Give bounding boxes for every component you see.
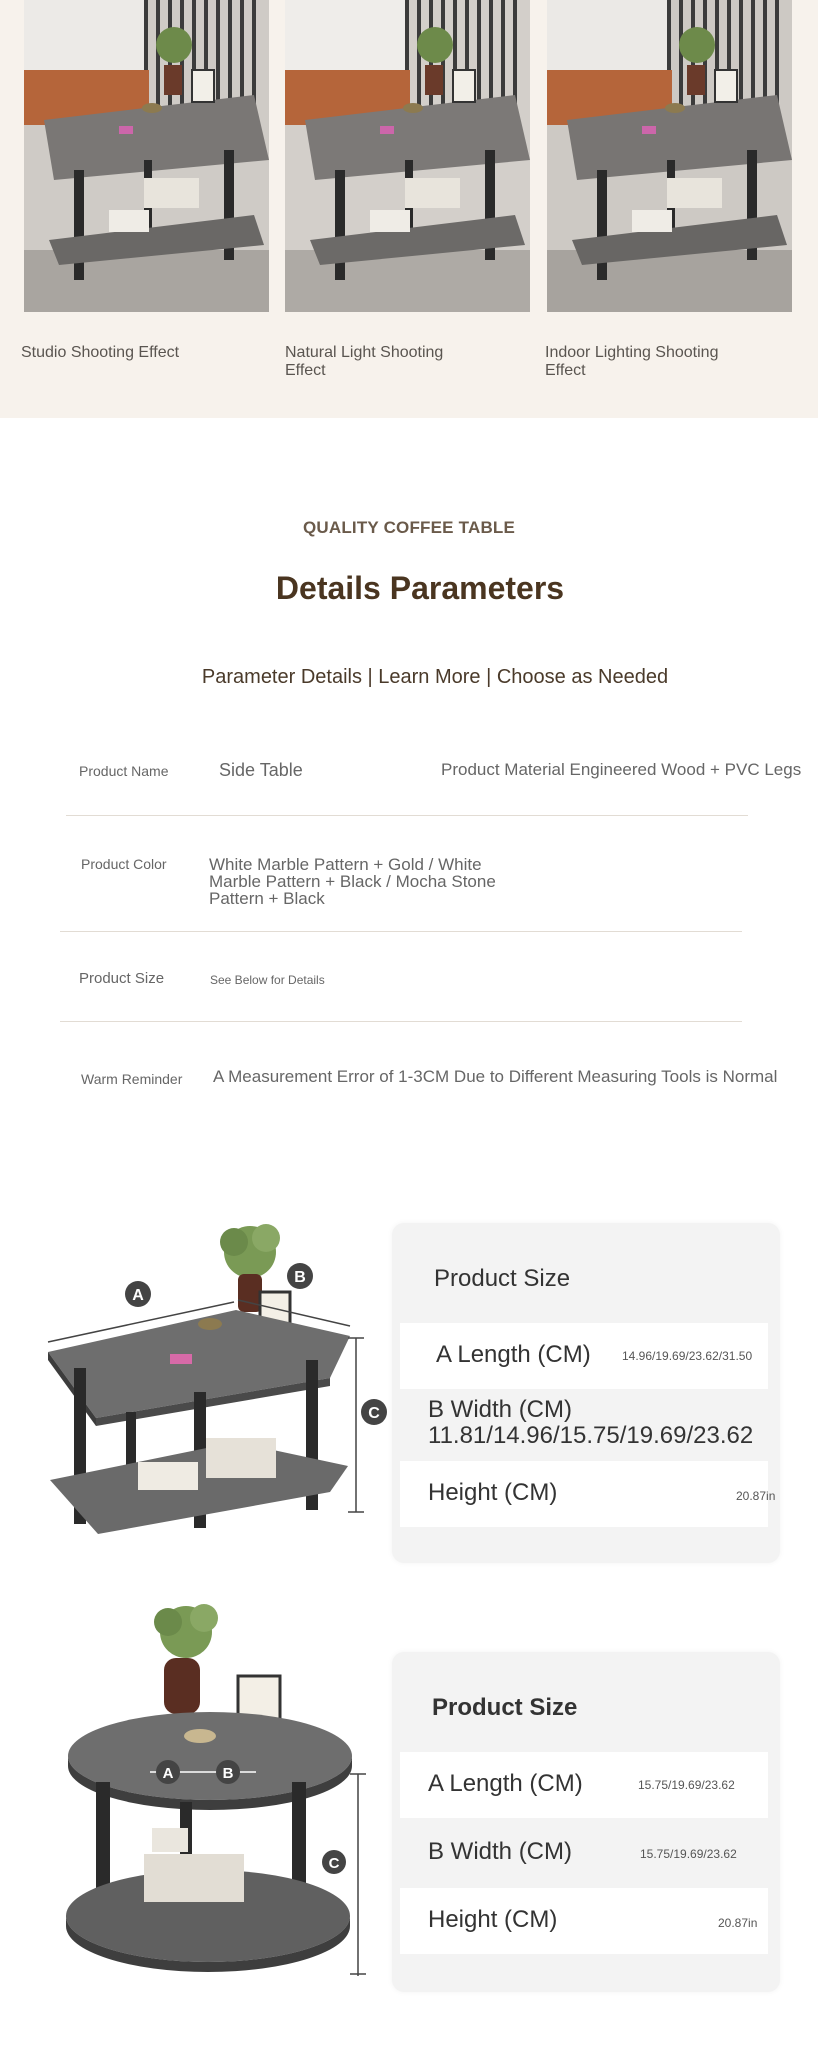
size-label: Height (CM) — [428, 1906, 558, 1933]
marker-a: A — [162, 1765, 174, 1782]
size-label: A Length (CM) — [436, 1341, 591, 1368]
param-label-reminder: Warm Reminder — [81, 1071, 183, 1087]
size-value-width: 15.75/19.69/23.62 — [640, 1847, 737, 1861]
caption-indoor-lighting: Indoor Lighting Shooting Effect — [545, 344, 719, 379]
size-row-height — [400, 1888, 768, 1954]
param-label-color: Product Color — [81, 856, 167, 872]
color-line: Pattern + Black — [209, 889, 325, 908]
param-value-name: Side Table — [219, 760, 303, 780]
size-value-width: 11.81/14.96/15.75/19.69/23.62 — [428, 1422, 754, 1449]
marker-b: B — [222, 1765, 234, 1782]
marker-c: C — [328, 1855, 340, 1872]
rect-size-panel — [392, 1223, 780, 1563]
param-label-name: Product Name — [79, 763, 169, 779]
page-title: Details Parameters — [275, 570, 565, 606]
size-label: A Length (CM) — [428, 1770, 583, 1797]
size-label-width: B Width (CM) — [428, 1396, 572, 1423]
param-label-size: Product Size — [79, 970, 165, 987]
round-table-illustration — [60, 1596, 380, 1976]
size-row-height — [400, 1461, 776, 1527]
natural-light-photo — [285, 0, 530, 312]
color-line: White Marble Pattern + Gold / White — [209, 855, 482, 874]
marker-b: B — [294, 1269, 306, 1286]
caption-natural-light: Natural Light Shooting Effect — [285, 344, 444, 379]
param-value-size: See Below for Details — [210, 973, 325, 987]
size-label-width: B Width (CM) — [428, 1838, 572, 1865]
caption-studio: Studio Shooting Effect — [21, 344, 180, 361]
size-row-length — [400, 1752, 768, 1818]
divider — [60, 931, 742, 932]
indoor-lighting-photo — [547, 0, 792, 312]
shooting-effects-gallery — [0, 0, 818, 418]
size-value: 20.87in — [736, 1489, 776, 1503]
page-subtitle: Parameter Details | Learn More | Choose as Needed — [201, 666, 669, 688]
rect-table-illustration — [38, 1212, 398, 1572]
panel-title: Product Size — [432, 1694, 578, 1721]
divider — [66, 815, 748, 816]
size-row-length — [400, 1323, 768, 1389]
size-value: 14.96/19.69/23.62/31.50 — [622, 1349, 753, 1363]
param-value-color — [209, 856, 496, 907]
color-line: Marble Pattern + Black / Mocha Stone — [209, 872, 496, 891]
studio-photo — [24, 0, 269, 312]
panel-title: Product Size — [434, 1265, 571, 1292]
size-value: 15.75/19.69/23.62 — [638, 1778, 735, 1792]
size-value: 20.87in — [718, 1916, 758, 1930]
divider — [60, 1021, 742, 1022]
marker-a: A — [132, 1287, 144, 1304]
section-eyebrow: QUALITY COFFEE TABLE — [302, 518, 516, 537]
param-value-reminder: A Measurement Error of 1-3CM Due to Different Measuring Tools is Normal — [213, 1067, 778, 1086]
size-label: Height (CM) — [428, 1479, 558, 1506]
marker-c: C — [368, 1405, 380, 1422]
param-material: Product Material Engineered Wood + PVC Legs — [441, 760, 802, 779]
round-size-panel — [392, 1652, 780, 1992]
